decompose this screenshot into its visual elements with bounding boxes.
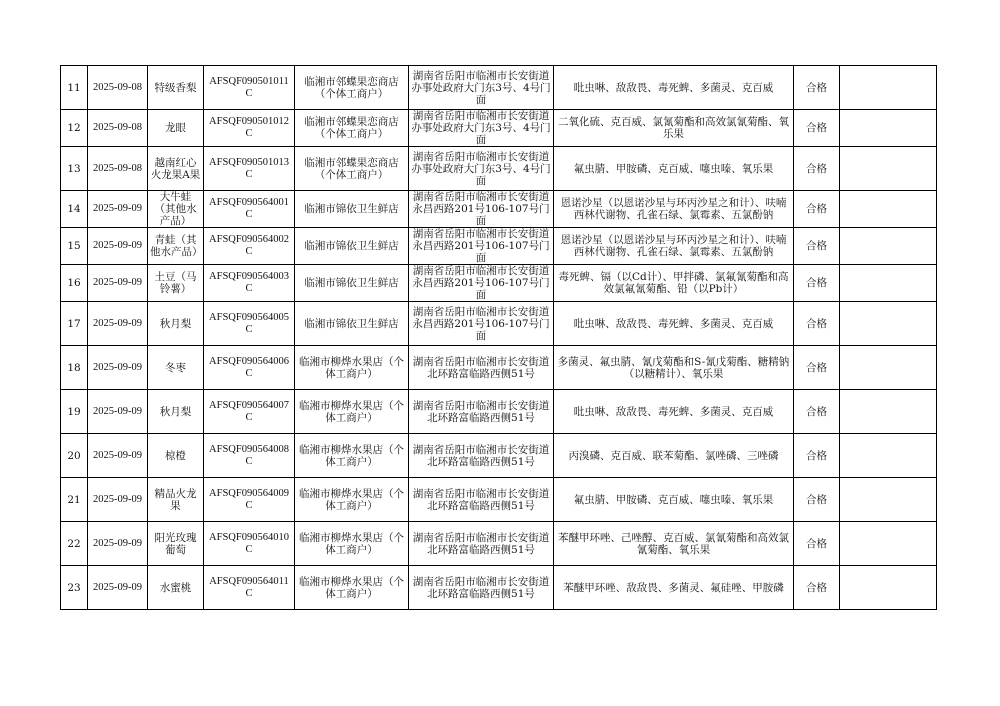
row-number-cell: 12 xyxy=(61,110,88,147)
sampled-unit-cell: 临湘市柳烨水果店（个体工商户） xyxy=(295,390,409,434)
test-items-cell: 二氧化硫、克百威、氯氰菊酯和高效氯氰菊酯、氧乐果 xyxy=(554,110,794,147)
test-result-cell: 合格 xyxy=(794,265,840,302)
table-row xyxy=(61,228,937,265)
remark-cell xyxy=(840,522,937,566)
sampled-unit-cell: 临湘市柳烨水果店（个体工商户） xyxy=(295,346,409,390)
row-number-cell: 16 xyxy=(61,265,88,302)
sampling-address-cell: 湖南省岳阳市临湘市长安街道北环路富临路西侧51号 xyxy=(409,346,554,390)
sampling-address-cell: 湖南省岳阳市临湘市长安街道永昌西路201号106-107号门面 xyxy=(409,191,554,228)
sampling-date-cell: 2025-09-08 xyxy=(88,110,148,147)
test-result-cell: 合格 xyxy=(794,390,840,434)
row-number-cell: 15 xyxy=(61,228,88,265)
sampling-address-cell: 湖南省岳阳市临湘市长安街道北环路富临路西侧51号 xyxy=(409,566,554,610)
sample-code-cell: AFSQF090564007C xyxy=(204,390,295,434)
test-items-cell: 吡虫啉、敌敌畏、毒死蜱、多菌灵、克百威 xyxy=(554,302,794,346)
row-number-cell: 17 xyxy=(61,302,88,346)
sampling-address-cell: 湖南省岳阳市临湘市长安街道北环路富临路西侧51号 xyxy=(409,390,554,434)
sampling-address-cell: 湖南省岳阳市临湘市长安街道北环路富临路西侧51号 xyxy=(409,522,554,566)
remark-cell xyxy=(840,302,937,346)
row-number-cell: 13 xyxy=(61,147,88,191)
table-row xyxy=(61,110,937,147)
table-row xyxy=(61,191,937,228)
test-result-cell: 合格 xyxy=(794,434,840,478)
row-number-cell: 21 xyxy=(61,478,88,522)
sample-code-cell: AFSQF090564011C xyxy=(204,566,295,610)
table-row xyxy=(61,66,937,110)
remark-cell xyxy=(840,228,937,265)
sample-code-cell: AFSQF090501011C xyxy=(204,66,295,110)
sample-name-cell: 青蛙（其他水产品） xyxy=(148,228,204,265)
row-number-cell: 14 xyxy=(61,191,88,228)
table-body xyxy=(61,66,937,610)
sampling-date-cell: 2025-09-09 xyxy=(88,390,148,434)
sampled-unit-cell: 临湘市锦依卫生鲜店 xyxy=(295,228,409,265)
sampling-address-cell: 湖南省岳阳市临湘市长安街道北环路富临路西侧51号 xyxy=(409,434,554,478)
test-result-cell: 合格 xyxy=(794,110,840,147)
test-result-cell: 合格 xyxy=(794,147,840,191)
remark-cell xyxy=(840,346,937,390)
sampling-date-cell: 2025-09-09 xyxy=(88,346,148,390)
test-result-cell: 合格 xyxy=(794,478,840,522)
table-row xyxy=(61,434,937,478)
sample-name-cell: 椋橙 xyxy=(148,434,204,478)
sampling-date-cell: 2025-09-08 xyxy=(88,66,148,110)
sample-name-cell: 大牛蛙（其他水产品） xyxy=(148,191,204,228)
remark-cell xyxy=(840,191,937,228)
test-result-cell: 合格 xyxy=(794,191,840,228)
table-row xyxy=(61,522,937,566)
remark-cell xyxy=(840,390,937,434)
sample-name-cell: 水蜜桃 xyxy=(148,566,204,610)
table-row xyxy=(61,566,937,610)
sample-name-cell: 特级香梨 xyxy=(148,66,204,110)
sample-name-cell: 阳光玫瑰葡萄 xyxy=(148,522,204,566)
test-items-cell: 恩诺沙星（以恩诺沙星与环丙沙星之和计）、呋喃西林代谢物、孔雀石绿、氯霉素、五氯酚钠 xyxy=(554,191,794,228)
test-items-cell: 氟虫腈、甲胺磷、克百威、噻虫嗪、氧乐果 xyxy=(554,147,794,191)
sampled-unit-cell: 临湘市锦依卫生鲜店 xyxy=(295,302,409,346)
sampling-date-cell: 2025-09-09 xyxy=(88,522,148,566)
remark-cell xyxy=(840,566,937,610)
test-items-cell: 吡虫啉、敌敌畏、毒死蜱、多菌灵、克百威 xyxy=(554,66,794,110)
sampling-date-cell: 2025-09-09 xyxy=(88,302,148,346)
sampled-unit-cell: 临湘市柳烨水果店（个体工商户） xyxy=(295,566,409,610)
sampled-unit-cell: 临湘市邻蝶果恋商店（个体工商户） xyxy=(295,110,409,147)
sample-name-cell: 冬枣 xyxy=(148,346,204,390)
row-number-cell: 18 xyxy=(61,346,88,390)
test-result-cell: 合格 xyxy=(794,66,840,110)
sample-code-cell: AFSQF090564009C xyxy=(204,478,295,522)
sampled-unit-cell: 临湘市柳烨水果店（个体工商户） xyxy=(295,434,409,478)
sample-code-cell: AFSQF090564010C xyxy=(204,522,295,566)
sampling-address-cell: 湖南省岳阳市临湘市长安街道永昌西路201号106-107号门面 xyxy=(409,265,554,302)
sampled-unit-cell: 临湘市锦依卫生鲜店 xyxy=(295,265,409,302)
test-items-cell: 氟虫腈、甲胺磷、克百威、噻虫嗪、氧乐果 xyxy=(554,478,794,522)
sampling-date-cell: 2025-09-09 xyxy=(88,265,148,302)
sampled-unit-cell: 临湘市柳烨水果店（个体工商户） xyxy=(295,522,409,566)
test-result-cell: 合格 xyxy=(794,228,840,265)
sampling-address-cell: 湖南省岳阳市临湘市长安街道永昌西路201号106-107号门面 xyxy=(409,228,554,265)
sampling-date-cell: 2025-09-09 xyxy=(88,566,148,610)
test-items-cell: 恩诺沙星（以恩诺沙星与环丙沙星之和计）、呋喃西林代谢物、孔雀石绿、氯霉素、五氯酚钠 xyxy=(554,228,794,265)
table-row xyxy=(61,478,937,522)
sample-name-cell: 秋月梨 xyxy=(148,302,204,346)
sampled-unit-cell: 临湘市邻蝶果恋商店（个体工商户） xyxy=(295,66,409,110)
sampling-date-cell: 2025-09-09 xyxy=(88,434,148,478)
remark-cell xyxy=(840,265,937,302)
table-row xyxy=(61,346,937,390)
sample-code-cell: AFSQF090564003C xyxy=(204,265,295,302)
test-items-cell: 吡虫啉、敌敌畏、毒死蜱、多菌灵、克百威 xyxy=(554,390,794,434)
row-number-cell: 23 xyxy=(61,566,88,610)
table-row xyxy=(61,147,937,191)
test-items-cell: 苯醚甲环唑、己唑醇、克百威、氯氰菊酯和高效氯氰菊酯、氧乐果 xyxy=(554,522,794,566)
sampling-address-cell: 湖南省岳阳市临湘市长安街道办事处政府大门东3号、4号门面 xyxy=(409,147,554,191)
sample-code-cell: AFSQF090564008C xyxy=(204,434,295,478)
test-result-cell: 合格 xyxy=(794,346,840,390)
test-items-cell: 苯醚甲环唑、敌敌畏、多菌灵、氟硅唑、甲胺磷 xyxy=(554,566,794,610)
sampling-date-cell: 2025-09-08 xyxy=(88,147,148,191)
sampling-address-cell: 湖南省岳阳市临湘市长安街道办事处政府大门东3号、4号门面 xyxy=(409,66,554,110)
row-number-cell: 20 xyxy=(61,434,88,478)
sample-name-cell: 越南红心火龙果A果 xyxy=(148,147,204,191)
sample-code-cell: AFSQF090501013C xyxy=(204,147,295,191)
remark-cell xyxy=(840,110,937,147)
sampled-unit-cell: 临湘市邻蝶果恋商店（个体工商户） xyxy=(295,147,409,191)
test-items-cell: 多菌灵、氟虫腈、氰戊菊酯和S-氰戊菊酯、糖精钠（以糖精计）、氧乐果 xyxy=(554,346,794,390)
sampling-date-cell: 2025-09-09 xyxy=(88,478,148,522)
sample-code-cell: AFSQF090564001C xyxy=(204,191,295,228)
table-row xyxy=(61,265,937,302)
remark-cell xyxy=(840,434,937,478)
sample-code-cell: AFSQF090564002C xyxy=(204,228,295,265)
test-result-cell: 合格 xyxy=(794,566,840,610)
sample-name-cell: 龙眼 xyxy=(148,110,204,147)
test-result-cell: 合格 xyxy=(794,522,840,566)
table-row xyxy=(61,302,937,346)
row-number-cell: 11 xyxy=(61,66,88,110)
sampling-address-cell: 湖南省岳阳市临湘市长安街道北环路富临路西侧51号 xyxy=(409,478,554,522)
test-items-cell: 丙溴磷、克百威、联苯菊酯、氯唑磷、三唑磷 xyxy=(554,434,794,478)
row-number-cell: 19 xyxy=(61,390,88,434)
sample-code-cell: AFSQF090564005C xyxy=(204,302,295,346)
sampling-address-cell: 湖南省岳阳市临湘市长安街道办事处政府大门东3号、4号门面 xyxy=(409,110,554,147)
sampling-date-cell: 2025-09-09 xyxy=(88,228,148,265)
test-result-cell: 合格 xyxy=(794,302,840,346)
sample-name-cell: 精品火龙果 xyxy=(148,478,204,522)
sample-name-cell: 土豆（马铃薯） xyxy=(148,265,204,302)
table-row xyxy=(61,390,937,434)
remark-cell xyxy=(840,478,937,522)
sampled-unit-cell: 临湘市柳烨水果店（个体工商户） xyxy=(295,478,409,522)
sample-name-cell: 秋月梨 xyxy=(148,390,204,434)
row-number-cell: 22 xyxy=(61,522,88,566)
remark-cell xyxy=(840,147,937,191)
sampled-unit-cell: 临湘市锦依卫生鲜店 xyxy=(295,191,409,228)
sample-code-cell: AFSQF090501012C xyxy=(204,110,295,147)
sampling-address-cell: 湖南省岳阳市临湘市长安街道永昌西路201号106-107号门面 xyxy=(409,302,554,346)
test-items-cell: 毒死蜱、镉（以Cd计）、甲拌磷、氯氟氰菊酯和高效氯氟氰菊酯、铅（以Pb计） xyxy=(554,265,794,302)
remark-cell xyxy=(840,66,937,110)
inspection-results-table xyxy=(60,65,937,610)
sampling-date-cell: 2025-09-09 xyxy=(88,191,148,228)
sample-code-cell: AFSQF090564006C xyxy=(204,346,295,390)
